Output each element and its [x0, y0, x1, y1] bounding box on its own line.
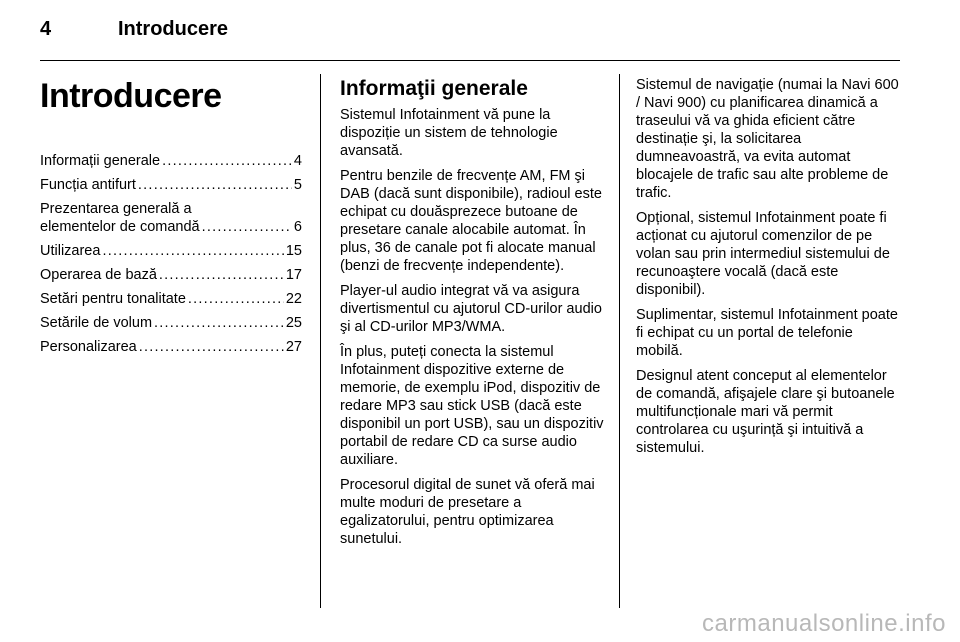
toc-leader [162, 152, 292, 170]
toc-page: 6 [293, 219, 302, 235]
paragraph: Pentru benzile de frecvențe AM, FM şi DAB (dacă sunt disponibile), radioul este echipat cu douăsprezece butoane de presetare canale alocabile automat. În plus, 36 de canale pot fi alocate manual (benzi de frecvențe independente). [340, 168, 602, 274]
paragraph: Player-ul audio integrat vă va asigura divertismentul cu ajutorul CD-urilor audio şi al CD-urilor MP3/WMA. [340, 283, 602, 335]
toc-label: Informații generale [40, 153, 161, 169]
toc-label: Utilizarea [40, 243, 101, 259]
paragraph: Designul atent conceput al elementelor de comandă, afişajele clare şi butoanele multifuncționale mari vă permit controlarea cu uşurință şi intuitivă a sistemului. [636, 368, 895, 456]
toc-entry[interactable] [40, 242, 302, 260]
toc-entry[interactable] [40, 290, 302, 308]
toc-leader [188, 290, 284, 308]
watermark: carmanualsonline.info [702, 610, 946, 637]
toc-page: 17 [285, 267, 302, 283]
toc-leader [102, 242, 283, 260]
toc-entry[interactable] [40, 338, 302, 356]
column-divider-right [619, 74, 620, 608]
paragraph: Opțional, sistemul Infotainment poate fi acționat cu ajutorul comenzilor de pe volan sau prin intermediul sistemului de recunoaştere vocală (dacă este disponibil). [636, 210, 890, 298]
toc-leader [138, 176, 292, 194]
toc-label: Personalizarea [40, 339, 137, 355]
toc-page: 25 [285, 315, 302, 331]
toc-page: 4 [293, 153, 302, 169]
toc-label: Prezentarea generală a elementelor de comandă [40, 201, 200, 235]
toc-entry[interactable] [40, 152, 302, 170]
toc-entry[interactable] [40, 176, 302, 194]
toc-leader [139, 338, 284, 356]
body-column-right [636, 76, 902, 464]
toc-leader [154, 314, 284, 332]
running-header-title: Introducere [118, 18, 229, 40]
toc-label: Setări pentru tonalitate [40, 291, 186, 307]
toc-page: 27 [285, 339, 302, 355]
header-rule [40, 60, 900, 61]
toc-column [40, 76, 302, 362]
body-column-middle [340, 76, 604, 555]
paragraph: Suplimentar, sistemul Infotainment poate fi echipat cu un portal de telefonie mobilă. [636, 307, 898, 359]
toc-leader [202, 218, 292, 236]
toc-page: 22 [285, 291, 302, 307]
toc-entry[interactable] [40, 314, 302, 332]
chapter-title: Introducere [40, 77, 222, 115]
table-of-contents [40, 152, 302, 356]
paragraph: Sistemul Infotainment vă pune la dispoziție un sistem de tehnologie avansată. [340, 107, 558, 159]
toc-page: 5 [293, 177, 302, 193]
toc-label: Setările de volum [40, 315, 153, 331]
toc-label: Funcția antifurt [40, 177, 136, 193]
column-divider-left [320, 74, 321, 608]
page-number: 4 [40, 18, 52, 40]
paragraph: În plus, puteți conecta la sistemul Infotainment dispozitive externe de memorie, de exemplu iPod, dispozitiv de redare MP3 sau stick USB (dacă este disponibil un port USB), sau un dispozitiv portabil de redare CD ca surse audio auxiliare. [340, 344, 604, 468]
section-title: Informaţii generale [340, 77, 528, 100]
toc-label: Operarea de bază [40, 267, 157, 283]
toc-leader [159, 266, 284, 284]
paragraph: Procesorul digital de sunet vă oferă mai multe moduri de presetare a egalizatorului, pentru optimizarea sunetului. [340, 477, 595, 547]
toc-entry[interactable] [40, 266, 302, 284]
toc-entry[interactable] [40, 200, 302, 236]
paragraph: Sistemul de navigație (numai la Navi 600 / Navi 900) cu planificarea dinamică a traseului vă va ghida eficient către destinație şi, la solicitarea dumneavoastră, va evita automat blocajele de trafic sau alte probleme de trafic. [636, 77, 899, 201]
page-header [40, 18, 900, 58]
toc-page: 15 [285, 243, 302, 259]
